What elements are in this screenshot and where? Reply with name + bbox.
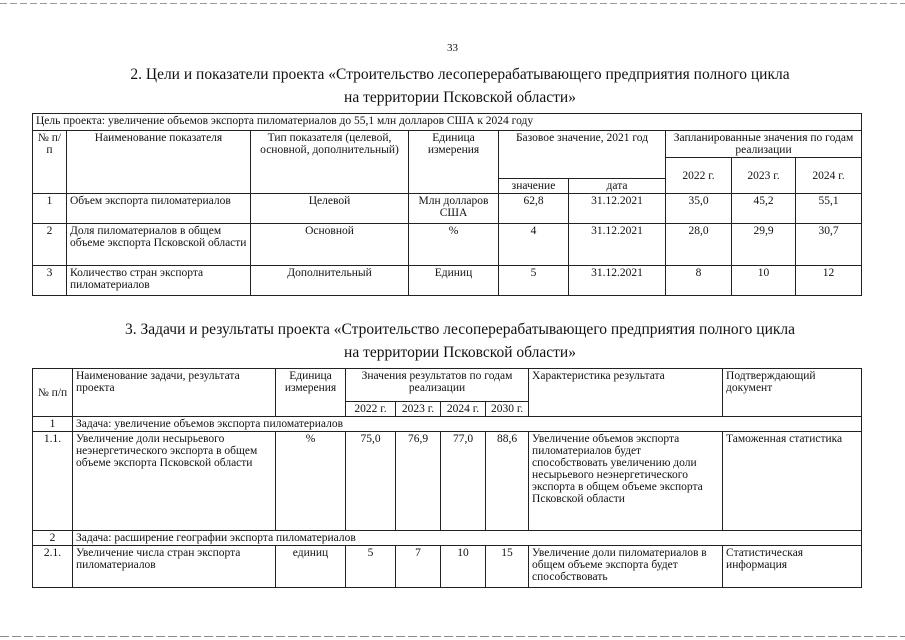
row-num: 2 bbox=[33, 224, 67, 266]
row-num: 1 bbox=[33, 194, 67, 224]
scan-edge-top bbox=[0, 3, 905, 4]
result-row bbox=[33, 432, 862, 531]
indicator-type: Дополнительный bbox=[251, 266, 409, 296]
col-2023-header: 2023 г. bbox=[396, 402, 441, 417]
indicator-unit: Единиц bbox=[409, 266, 499, 296]
col-2023-header: 2023 г. bbox=[732, 158, 796, 194]
result-2023: 7 bbox=[396, 546, 441, 588]
col-num-header: № п/п bbox=[33, 369, 73, 417]
section2-title-line1: 2. Цели и показатели проекта «Строительство лесоперерабатывающего предприятия полного цикла bbox=[130, 66, 790, 83]
base-value: 4 bbox=[499, 224, 569, 266]
result-name: Увеличение числа стран экспорта пиломатериалов bbox=[73, 546, 276, 588]
indicator-type: Целевой bbox=[251, 194, 409, 224]
col-2030-header: 2030 г. bbox=[486, 402, 529, 417]
col-planned-header: Запланированные значения по годам реализации bbox=[666, 131, 862, 158]
result-2022: 75,0 bbox=[346, 432, 396, 531]
result-2030: 88,6 bbox=[486, 432, 529, 531]
task-label: Задача: расширение географии экспорта пиломатериалов bbox=[73, 531, 862, 546]
result-unit: % bbox=[276, 432, 346, 531]
plan-2023: 45,2 bbox=[732, 194, 796, 224]
col-base-header: Базовое значение, 2021 год bbox=[499, 131, 666, 179]
task-label: Задача: увеличение объемов экспорта пиломатериалов bbox=[73, 417, 862, 432]
section3-title-line2: на территории Псковской области» bbox=[344, 344, 576, 361]
result-unit: единиц bbox=[276, 546, 346, 588]
col-values-header: Значения результатов по годам реализации bbox=[346, 369, 529, 402]
result-row bbox=[33, 546, 862, 588]
indicators-table bbox=[32, 113, 862, 296]
indicator-name: Доля пиломатериалов в общем объеме экспорта Псковской области bbox=[67, 224, 251, 266]
base-value: 62,8 bbox=[499, 194, 569, 224]
plan-2023: 10 bbox=[732, 266, 796, 296]
result-2023: 76,9 bbox=[396, 432, 441, 531]
result-num: 2.1. bbox=[33, 546, 73, 588]
task-row bbox=[33, 531, 862, 546]
result-document: Таможенная статистика bbox=[723, 432, 862, 531]
col-name-header: Наименование задачи, результата проекта bbox=[73, 369, 276, 417]
section3-title bbox=[60, 318, 860, 364]
indicator-type: Основной bbox=[251, 224, 409, 266]
task-num: 2 bbox=[33, 531, 73, 546]
indicator-row bbox=[33, 224, 862, 266]
indicator-unit: % bbox=[409, 224, 499, 266]
tasks-table bbox=[32, 368, 862, 588]
page-number: 33 bbox=[447, 42, 458, 54]
col-type-header: Тип показателя (целевой, основной, дополнительный) bbox=[251, 131, 409, 194]
col-characteristic-header: Характеристика результата bbox=[529, 369, 723, 417]
indicator-name: Объем экспорта пиломатериалов bbox=[67, 194, 251, 224]
base-date: 31.12.2021 bbox=[569, 194, 666, 224]
base-value: 5 bbox=[499, 266, 569, 296]
col-2022-header: 2022 г. bbox=[346, 402, 396, 417]
section2-title-line2: на территории Псковской области» bbox=[344, 89, 576, 106]
col-2024-header: 2024 г. bbox=[796, 158, 862, 194]
row-num: 3 bbox=[33, 266, 67, 296]
result-2022: 5 bbox=[346, 546, 396, 588]
plan-2024: 55,1 bbox=[796, 194, 862, 224]
indicator-unit: Млн долларов США bbox=[409, 194, 499, 224]
plan-2023: 29,9 bbox=[732, 224, 796, 266]
project-goal: Цель проекта: увеличение объемов экспорта пиломатериалов до 55,1 млн долларов США к 2024 году bbox=[33, 114, 862, 131]
result-2024: 10 bbox=[441, 546, 486, 588]
task-num: 1 bbox=[33, 417, 73, 432]
base-date: 31.12.2021 bbox=[569, 224, 666, 266]
result-document: Статистическая информация bbox=[723, 546, 862, 588]
result-characteristic: Увеличение объемов экспорта пиломатериалов будет способствовать увеличению доли несырьевого неэнергетического экспорта в общем объеме экспорта Псковской области bbox=[529, 432, 723, 531]
scan-edge-bottom bbox=[0, 636, 905, 637]
result-2024: 77,0 bbox=[441, 432, 486, 531]
result-num: 1.1. bbox=[33, 432, 73, 531]
result-name: Увеличение доли несырьевого неэнергетического экспорта в общем объеме экспорта Псковской области bbox=[73, 432, 276, 531]
base-date: 31.12.2021 bbox=[569, 266, 666, 296]
col-value-header: значение bbox=[499, 179, 569, 194]
plan-2022: 8 bbox=[666, 266, 732, 296]
col-2022-header: 2022 г. bbox=[666, 158, 732, 194]
section3-title-line1: 3. Задачи и результаты проекта «Строительство лесоперерабатывающего предприятия полного цикла bbox=[124, 321, 796, 338]
indicator-name: Количество стран экспорта пиломатериалов bbox=[67, 266, 251, 296]
plan-2024: 12 bbox=[796, 266, 862, 296]
col-unit-header: Единица измерения bbox=[409, 131, 499, 194]
plan-2024: 30,7 bbox=[796, 224, 862, 266]
result-2030: 15 bbox=[486, 546, 529, 588]
col-num-header: № п/п bbox=[33, 131, 67, 194]
col-name-header: Наименование показателя bbox=[67, 131, 251, 194]
result-characteristic: Увеличение доли пиломатериалов в общем объеме экспорта будет способствовать bbox=[529, 546, 723, 588]
col-document-header: Подтверждающий документ bbox=[723, 369, 862, 417]
indicator-row bbox=[33, 266, 862, 296]
col-2024-header: 2024 г. bbox=[441, 402, 486, 417]
task-row bbox=[33, 417, 862, 432]
section2-title bbox=[60, 63, 860, 109]
col-unit-header: Единица измерения bbox=[276, 369, 346, 417]
indicator-row bbox=[33, 194, 862, 224]
col-date-header: дата bbox=[569, 179, 666, 194]
plan-2022: 35,0 bbox=[666, 194, 732, 224]
plan-2022: 28,0 bbox=[666, 224, 732, 266]
